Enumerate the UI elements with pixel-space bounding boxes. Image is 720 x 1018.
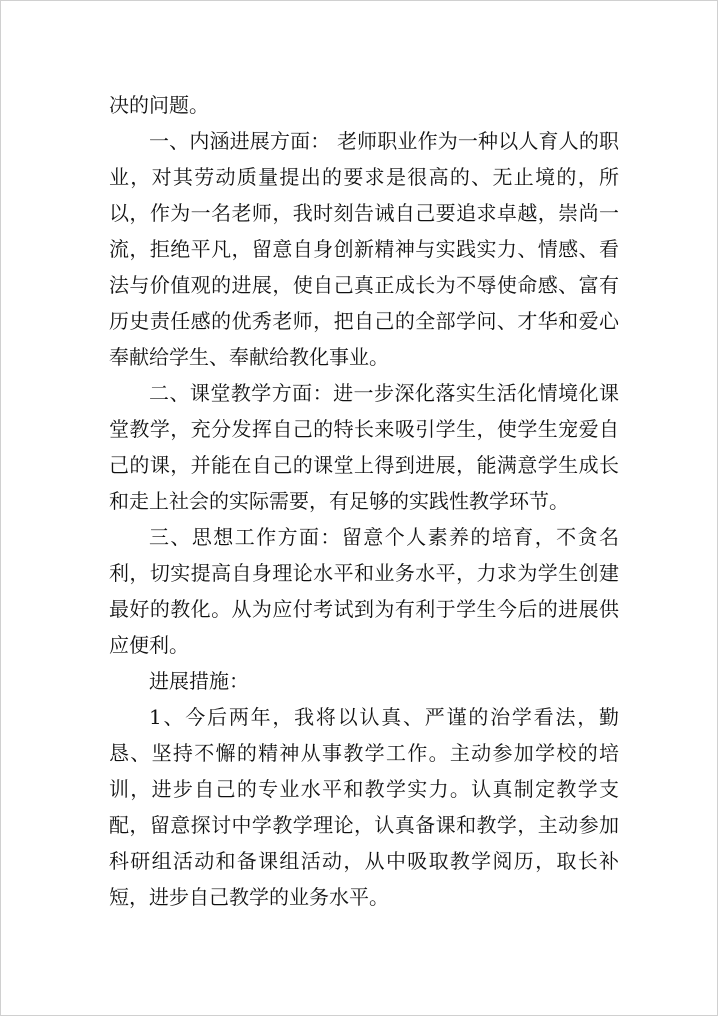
paragraph-classroom-teaching: 二、课堂教学方面：进一步深化落实生活化情境化课堂教学，充分发挥自己的特长来吸引学生，使学生宠爱自己的课，并能在自己的课堂上得到进展，能满意学生成长和走上社会的实际需要，有足够的实践性教学环节。 xyxy=(109,381,619,513)
paragraph-measures-heading: 进展措施： xyxy=(149,669,249,693)
paragraph-connotation-development: 一、内涵进展方面： 老师职业作为一种以人育人的职业，对其劳动质量提出的要求是很高的、无止境的，所以，作为一名老师，我时刻告诫自己要追求卓越，崇尚一流，拒绝平凡，留意自身创新精神与实践实力、情感、看法与价值观的进展，使自己真正成长为不辱使命感、富有历史责任感的优秀老师，把自己的全部学问、才华和爱心奉献给学生、奉献给教化事业。 xyxy=(109,129,619,369)
paragraph-measure-1: 1、今后两年，我将以认真、严谨的治学看法，勤恳、坚持不懈的精神从事教学工作。主动参加学校的培训，进步自己的专业水平和教学实力。认真制定教学支配，留意探讨中学教学理论，认真备课和教学，主动参加科研组活动和备课组活动，从中吸取教学阅历，取长补短，进步自己教学的业务水平。 xyxy=(109,705,619,909)
paragraph-continuation: 决的问题。 xyxy=(109,93,209,117)
document-body xyxy=(109,87,619,915)
paragraph-ideological-work: 三、思想工作方面：留意个人素养的培育，不贪名利，切实提高自身理论水平和业务水平，力求为学生创建最好的教化。从为应付考试到为有利于学生今后的进展供应便利。 xyxy=(109,525,619,657)
